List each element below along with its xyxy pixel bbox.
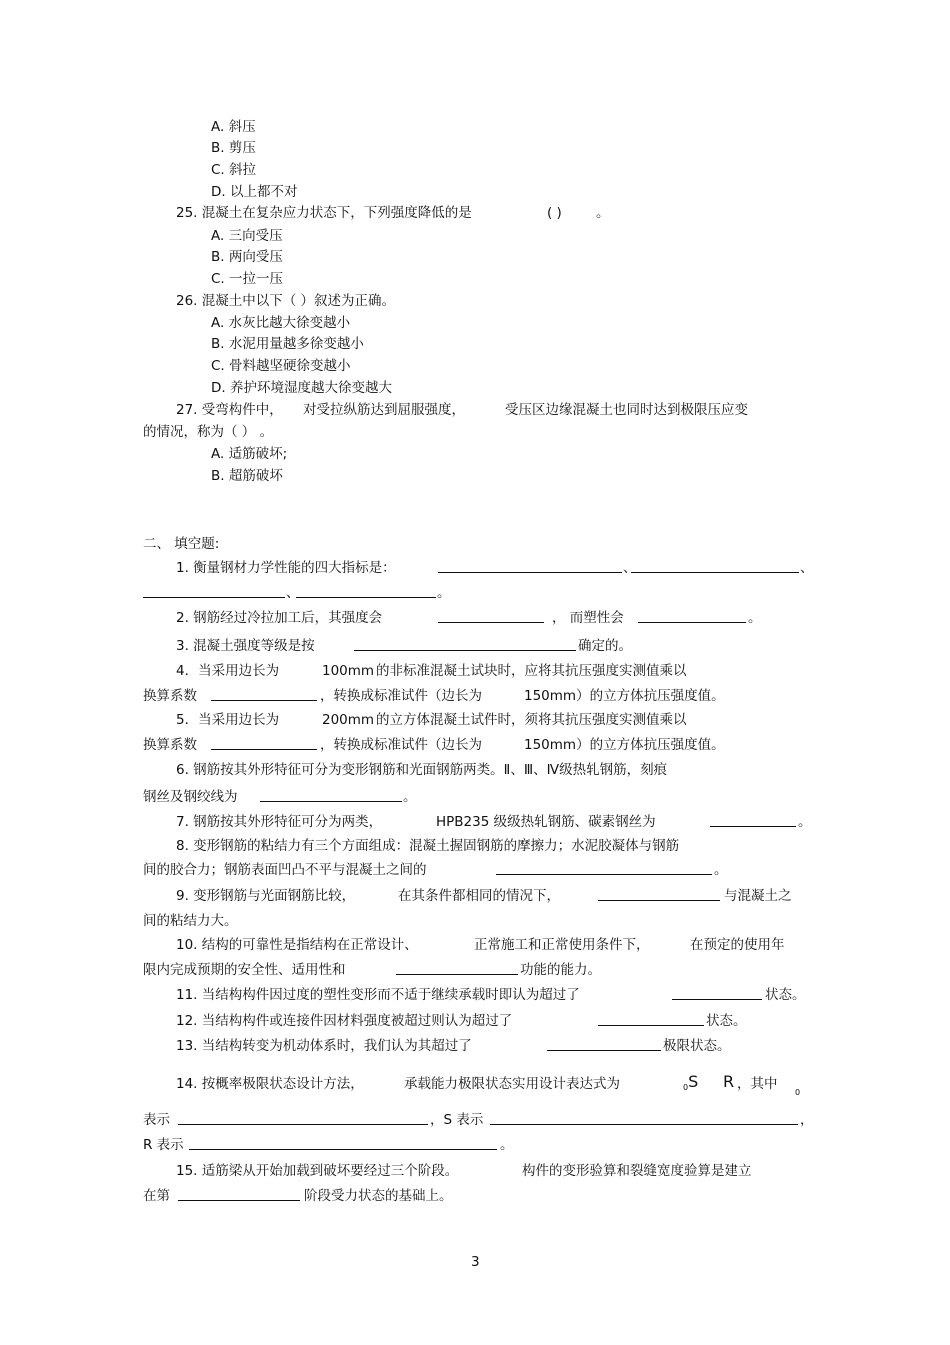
q27-stem-b: 对受拉纵筋达到屈服强度， <box>303 402 465 418</box>
q4-stem-f: 150mm）的立方体抗压强度值。 <box>524 688 725 704</box>
q4-stem-d: 换算系数 <box>143 688 197 704</box>
q14-gamma-subscript: 0 <box>683 1083 689 1092</box>
q27-stem-d: 的情况，称为（ ） 。 <box>143 424 274 440</box>
q25-stem: 25. 混凝土在复杂应力状态下，下列强度降低的是 <box>176 205 472 221</box>
q1-blank-1[interactable] <box>438 559 622 578</box>
q6-stem-a: 6. 钢筋按其外形特征可分为变形钢筋和光面钢筋两类。Ⅱ、Ⅲ、Ⅳ级热轧钢筋，刻痕 <box>176 762 668 778</box>
q13-stem: 13. 当结构转变为机动体系时，我们认为其超过了 <box>176 1038 472 1054</box>
q11-blank[interactable] <box>672 986 762 1005</box>
q8-blank[interactable] <box>496 861 712 880</box>
q2-stem: 2. 钢筋经过冷拉加工后，其强度会 <box>176 610 383 626</box>
q10-blank[interactable] <box>396 961 518 980</box>
q7-blank[interactable] <box>710 813 796 832</box>
q14-gamma-subscript-2: 0 <box>795 1088 801 1097</box>
q8-end: 。 <box>714 862 728 878</box>
q12-stem: 12. 当结构构件或连接件因材料强度被超过则认为超过了 <box>176 1013 513 1029</box>
q26-option-c: C. 骨料越坚硬徐变越小 <box>211 358 351 374</box>
page-number: 3 <box>471 1254 480 1270</box>
q1-sep-2: 、 <box>800 560 814 576</box>
q14-stem-d: 表示 <box>143 1112 170 1128</box>
q25-option-c: C. 一拉一压 <box>211 271 284 287</box>
q1-blank-4[interactable] <box>296 584 436 603</box>
q11-end: 状态。 <box>765 987 806 1003</box>
section-title: 二、 填空题: <box>143 536 220 552</box>
q14-stem-c: ，其中 <box>737 1076 778 1092</box>
q15-stem-a: 15. 适筋梁从开始加载到破坏要经过三个阶段。 <box>176 1163 459 1179</box>
q1-blank-3[interactable] <box>143 584 285 603</box>
q27-stem-c: 受压区边缘混凝土也同时达到极限压应变 <box>505 402 748 418</box>
q15-stem-b: 构件的变形验算和裂缝宽度验算是建立 <box>522 1163 752 1179</box>
q14-formula <box>683 1073 698 1097</box>
q4-stem-a: 4．当采用边长为 <box>176 663 280 679</box>
q10-stem-b: 正常施工和正常使用条件下， <box>474 937 650 953</box>
q13-blank[interactable] <box>547 1037 661 1056</box>
q14-blank-2[interactable] <box>490 1111 798 1130</box>
q5-stem-d: 换算系数 <box>143 737 197 753</box>
q24-option-a: A. 斜压 <box>211 119 256 135</box>
q2-blank-2[interactable] <box>638 609 746 628</box>
q10-stem-e: 功能的能力。 <box>520 962 601 978</box>
q15-stem-d: 阶段受力状态的基础上。 <box>304 1188 453 1204</box>
q2-blank-1[interactable] <box>438 609 544 628</box>
q15-stem-c: 在第 <box>143 1188 170 1204</box>
q5-stem-a: 5．当采用边长为 <box>176 712 280 728</box>
q9-stem-a: 9. 变形钢筋与光面钢筋比较， <box>176 888 356 904</box>
q10-stem-d: 限内完成预期的安全性、适用性和 <box>143 962 346 978</box>
q5-blank[interactable] <box>211 736 317 755</box>
q14-stem-b: 承载能力极限状态实用设计表达式为 <box>404 1076 620 1092</box>
q27-option-b: B. 超筋破坏 <box>211 468 283 484</box>
q25-option-a: A. 三向受压 <box>211 228 283 244</box>
q1-blank-2[interactable] <box>631 559 799 578</box>
q15-blank[interactable] <box>178 1187 300 1206</box>
q24-option-c: C. 斜拉 <box>211 162 257 178</box>
q24-option-b: B. 剪压 <box>211 140 256 156</box>
q12-blank[interactable] <box>598 1012 704 1031</box>
q2-end: 。 <box>748 610 762 626</box>
q26-option-a: A. 水灰比越大徐变越小 <box>211 315 351 331</box>
q9-stem-b: 在其条件都相同的情况下， <box>398 888 560 904</box>
q25-end: 。 <box>596 205 610 221</box>
q27-stem-a: 27. 受弯构件中， <box>176 402 283 418</box>
q14-stem-f: ， <box>800 1112 814 1128</box>
q14-blank-3[interactable] <box>189 1136 497 1155</box>
q1-end: 。 <box>437 585 451 601</box>
q24-option-d: D. 以上都不对 <box>211 184 298 200</box>
q26-option-b: B. 水泥用量越多徐变越小 <box>211 336 364 352</box>
q3-end: 确定的。 <box>578 638 632 654</box>
q9-blank[interactable] <box>598 887 720 906</box>
q5-stem-c: 的立方体混凝土试件时，须将其抗压强度实测值乘以 <box>376 712 687 728</box>
q1-stem: 1. 衡量钢材力学性能的四大指标是： <box>176 560 396 576</box>
q4-stem-b: 100mm <box>322 663 375 679</box>
q2-stem-b: ， 而塑性会 <box>552 610 624 626</box>
q14-symbol-r: R <box>723 1072 735 1091</box>
q11-stem: 11. 当结构构件因过度的塑性变形而不适于继续承载时即认为超过了 <box>176 987 580 1003</box>
q8-stem-b: 间的胶合力；钢筋表面凹凸不平与混凝土之间的 <box>143 862 427 878</box>
q9-stem-d: 间的粘结力大。 <box>143 913 238 929</box>
q10-stem-c: 在预定的使用年 <box>690 937 785 953</box>
q14-symbol-s: S <box>688 1072 699 1091</box>
q14-end: 。 <box>500 1137 514 1153</box>
q4-stem-e: ，转换成标准试件（边长为 <box>320 688 482 704</box>
q12-end: 状态。 <box>706 1013 747 1029</box>
q6-blank[interactable] <box>260 788 402 807</box>
q4-blank[interactable] <box>211 687 317 706</box>
q26-stem: 26. 混凝土中以下（ ）叙述为正确。 <box>176 293 396 309</box>
q14-stem-g: R 表示 <box>143 1137 184 1153</box>
q3-blank[interactable] <box>354 637 576 656</box>
q13-end: 极限状态。 <box>663 1038 731 1054</box>
q1-sep-3: 、 <box>286 585 300 601</box>
q26-option-d: D. 养护环境湿度越大徐变越大 <box>211 380 392 396</box>
q27-option-a: A. 适筋破坏; <box>211 446 288 462</box>
q7-stem-a: 7. 钢筋按其外形特征可分为两类， <box>176 814 383 830</box>
q7-stem-b: HPB235 级级热轧钢筋、碳素钢丝为 <box>436 814 656 830</box>
q5-stem-b: 200mm <box>322 712 375 728</box>
q3-stem: 3. 混凝土强度等级是按 <box>176 638 315 654</box>
q8-stem-a: 8. 变形钢筋的粘结力有三个方面组成：混凝土握固钢筋的摩擦力；水泥胶凝体与钢筋 <box>176 838 680 854</box>
q9-stem-c: 与混凝土之 <box>724 888 792 904</box>
q14-stem-e: ，S 表示 <box>430 1112 484 1128</box>
q5-stem-e: ，转换成标准试件（边长为 <box>320 737 482 753</box>
q25-paren: ( ) <box>547 205 562 221</box>
q25-option-b: B. 两向受压 <box>211 249 283 265</box>
q6-end: 。 <box>403 789 417 805</box>
q5-stem-f: 150mm）的立方体抗压强度值。 <box>524 737 725 753</box>
q14-blank-1[interactable] <box>178 1111 428 1130</box>
q7-end: 。 <box>798 814 812 830</box>
q6-stem-b: 钢丝及钢绞线为 <box>143 789 238 805</box>
q1-sep-1: 、 <box>623 560 637 576</box>
q14-stem-a: 14. 按概率极限状态设计方法， <box>176 1076 364 1092</box>
q4-stem-c: 的非标准混凝土试块时，应将其抗压强度实测值乘以 <box>376 663 687 679</box>
q10-stem-a: 10. 结构的可靠性是指结构在正常设计、 <box>176 937 418 953</box>
